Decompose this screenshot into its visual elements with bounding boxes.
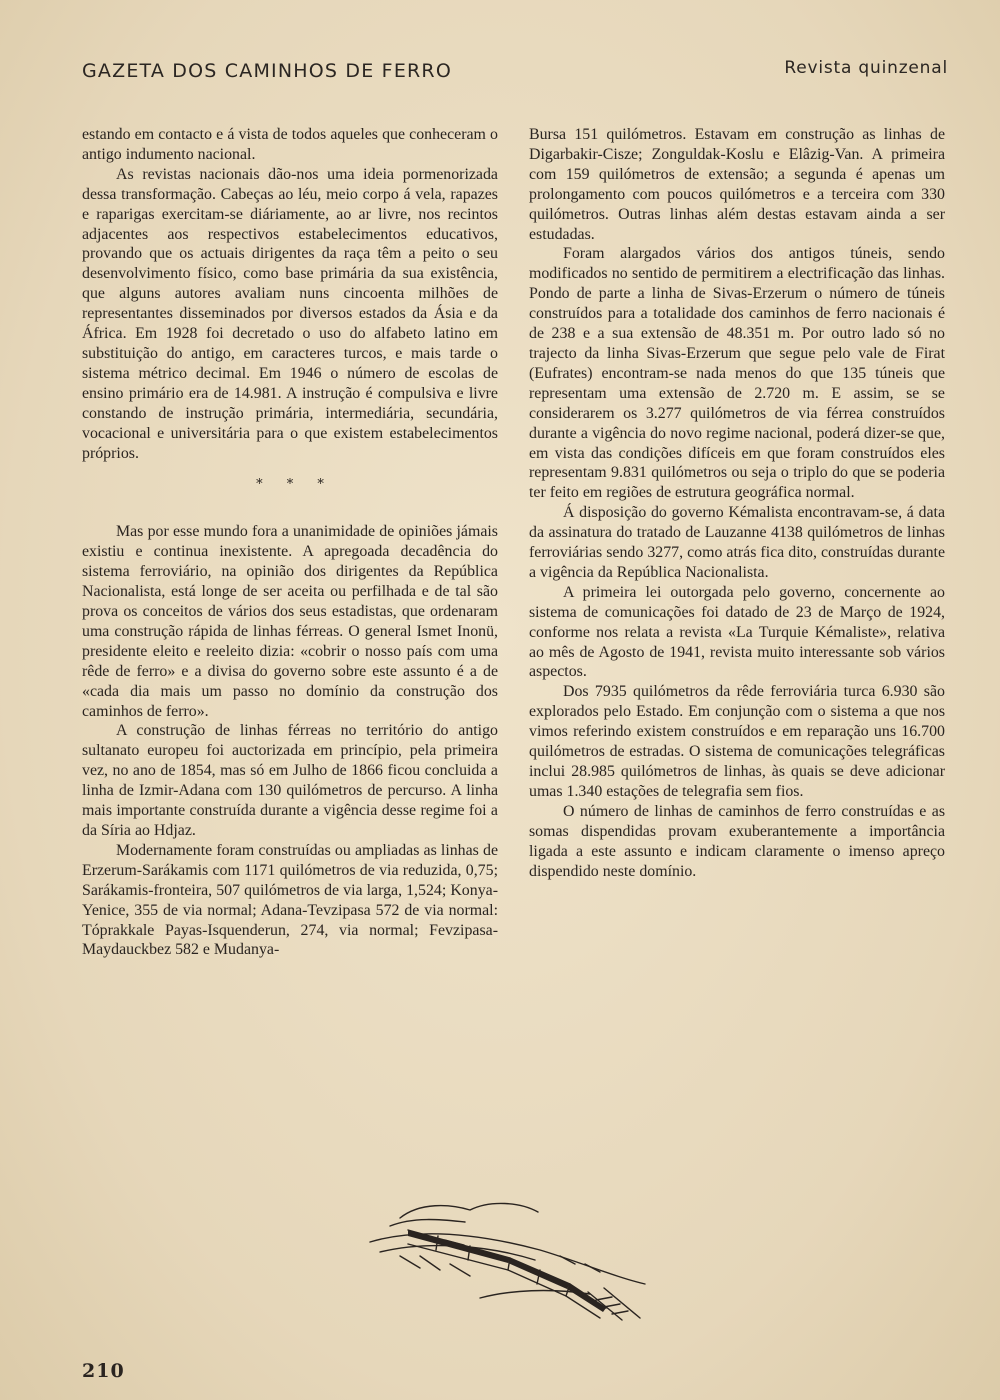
paragraph: O número de linhas de caminhos de ferro construídas e as somas dispendidas provam exuberantemente a importância ligada a este assunto e indicam claramente o imenso apreço dispendido neste domínio.: [529, 802, 945, 880]
journal-subtitle: Revista quinzenal: [784, 58, 948, 78]
left-column: [82, 125, 498, 960]
right-column: [529, 125, 945, 881]
paragraph: Dos 7935 quilómetros da rêde ferroviária turca 6.930 são explorados pelo Estado. Em conjunção com o sistema a que nos vimos referindo existem construídos e em reparação uns 16.700 quilómetros de estradas. O sistema de comunicações telegráficas inclui 28.985 quilómetros de linhas, às quais se deve adicionar umas 1.340 estações de telegrafia sem fios.: [529, 683, 945, 800]
page-header: [82, 58, 948, 88]
journal-title: GAZETA DOS CAMINHOS DE FERRO: [82, 60, 452, 82]
train-vignette-icon: [360, 1172, 660, 1322]
paragraph: Modernamente foram construídas ou ampliadas as linhas de Erzerum-Sarákamis com 1171 quilómetros de via reduzida, 0,75; Sarákamis-fronteira, 507 quilómetros de via larga, 1,524; Konya-Yenice, 355 de via normal; Adana-Tevzipasa 572 de via normal: Tóprakkale Payas-Isquenderun, 274, via normal; Fevzipasa-Maydauckbez 582 e Mudanya-: [82, 841, 498, 959]
paragraph: As revistas nacionais dão-nos uma ideia pormenorizada dessa transformação. Cabeças ao léu, meio corpo á vela, rapazes e raparigas exercitam-se diáriamente, ao ar livre, nos recintos adjacentes aos respectivos estabelecimentos educativos, provando que os actuais dirigentes da raça têm a peito o seu desenvolvimento físico, como base primária da sua existência, que alguns autores avaliam nuns cincoenta milhões de representantes disseminados por diversos estados da Ásia e da África. Em 1928 foi decretado o uso do alfabeto latino em substituição do antigo, em caracteres turcos, e mais tarde o sistema métrico decimal. Em 1946 o número de escolas de ensino primário era de 14.981. A instrução é compulsiva e livre constando de instrução primária, intermediária, secundária, vocacional e universitária para o que existem estabelecimentos próprios.: [82, 165, 498, 462]
paragraph: Á disposição do governo Kémalista encontravam-se, á data da assinatura do tratado de Lauzanne 4138 quilómetros de linhas ferroviárias sendo 3277, como atrás fica dito, construídas durante a vigência da República Nacionalista.: [529, 504, 945, 581]
page-number: 210: [82, 1360, 125, 1382]
paragraph: estando em contacto e á vista de todos aqueles que conheceram o antigo indumento nacional.: [82, 126, 498, 163]
paragraph: Foram alargados vários dos antigos túneis, sendo modificados no sentido de permitirem a electrificação das linhas. Pondo de parte a linha de Sivas-Erzerum o número de túneis construídos para a totalidade dos caminhos de ferro nacionais é de 238 e a sua extensão de 48.351 m. Por outro lado só no trajecto da linha Sivas-Erzerum que segue pelo vale de Firat (Eufrates) encontram-se nada menos do que 135 túneis que representam uma extensão de 2.720 m. E assim, se se considerarem os 3.277 quilómetros de via férrea construídos durante a vigência do novo regime nacional, poderá dizer-se que, em vista das condições difíceis em que foram construídos eles representam 9.831 quilómetros ou seja o triplo do que se poderia ter feito em regiões de estrutura geográfica normal.: [529, 245, 945, 502]
paragraph: A primeira lei outorgada pelo governo, concernente ao sistema de comunicações foi datado de 23 de Março de 1924, conforme nos relata a revista «La Turquie Kémaliste», relativa ao mês de Agosto de 1941, revista muito interessante sob vários aspectos.: [529, 583, 945, 681]
paragraph: Mas por esse mundo fora a unanimidade de opiniões jámais existiu e continua inexistente. A apregoada decadência do sistema ferroviário, na opinião dos dirigentes da República Nacionalista, está longe de ser aceita ou perfilhada e de tal são prova os conceitos de vários dos seus estadistas, que ordenaram uma construção rápida de linhas férreas. O general Ismet Inonü, presidente eleito e reeleito dizia: «cobrir o nosso país com uma rêde de ferro» e a divisa do governo sobre este assunto é a de «cada dia mais um passo no domínio da construção dos caminhos de ferro».: [82, 523, 498, 720]
section-separator: * * *: [256, 477, 334, 493]
paragraph: Bursa 151 quilómetros. Estavam em construção as linhas de Digarbakir-Cisze; Zonguldak-Koslu e Elâzig-Van. A primeira com 159 quilómetros de extensão; a segunda é apenas um prolongamento com poucos quilómetros e a terceira com 330 quilómetros. Outras linhas além destas estavam ainda a ser estudadas.: [529, 126, 945, 243]
paragraph: A construção de linhas férreas no território do antigo sultanato europeu foi auctorizada em princípio, pela primeira vez, no ano de 1854, mas só em Julho de 1866 ficou concluida a linha de Izmir-Adana com 130 quilómetros de percurso. A linha mais importante construída durante a vigência desse regime foi a da Síria ao Hdjaz.: [82, 722, 498, 839]
